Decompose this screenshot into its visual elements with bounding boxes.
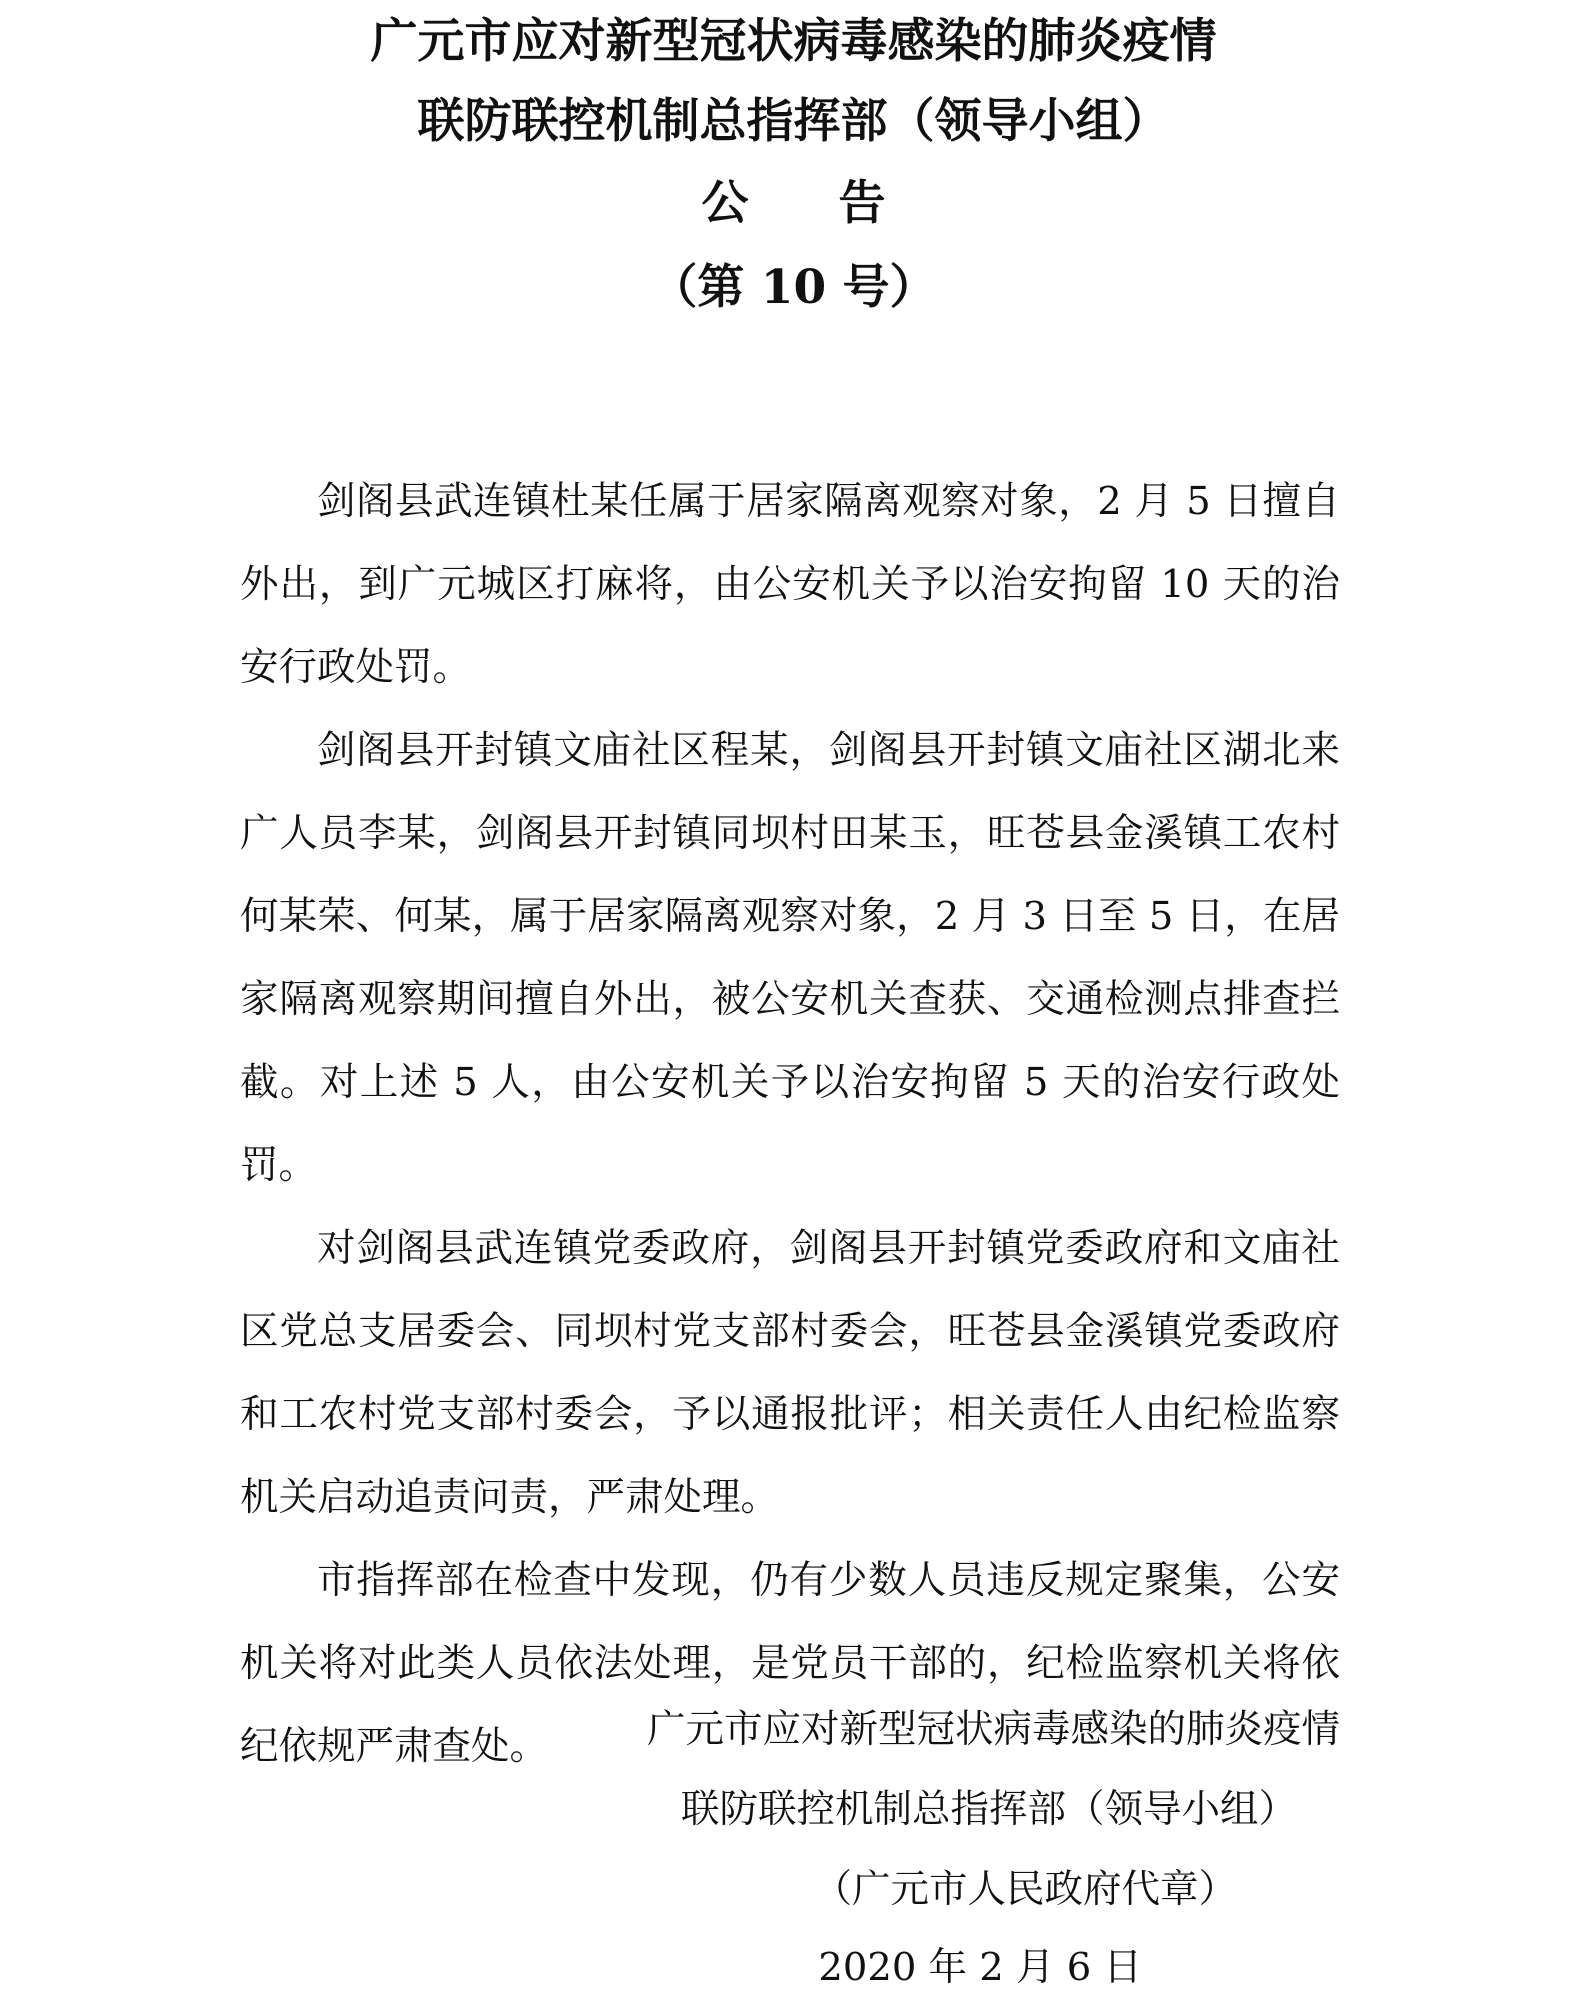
document-number: （第 10 号） [650, 260, 937, 315]
signature-line-1: 广元市应对新型冠状病毒感染的肺炎疫情 [646, 1707, 1340, 1752]
title-line-2: 联防联控机制总指挥部（领导小组） [417, 94, 1170, 149]
paragraph-1: 剑阁县武连镇杜某任属于居家隔离观察对象，2 月 5 日擅自外出，到广元城区打麻将，由公安机关予以治安拘留 10 天的治安行政处罚。 [240, 479, 1340, 690]
paragraph-2: 剑阁县开封镇文庙社区程某，剑阁县开封镇文庙社区湖北来广人员李某，剑阁县开封镇同坝村田某玉，旺苍县金溪镇工农村何某荣、何某，属于居家隔离观察对象，2 月 3 日至 5 日，在居家隔离观察期间擅自外出，被公安机关查获、交通检测点排查拦截。对上述 5 人，由公安机关予以治安拘留 5 天的治安行政处罚。 [240, 728, 1340, 1188]
title-line-1: 广元市应对新型冠状病毒感染的肺炎疫情 [370, 14, 1217, 69]
signature-date: 2020 年 2 月 6 日 [818, 1945, 1142, 1990]
paragraph-3: 对剑阁县武连镇党委政府，剑阁县开封镇党委政府和文庙社区党总支居委会、同坝村党支部村委会，旺苍县金溪镇党委政府和工农村党支部村委会，予以通报批评；相关责任人由纪检监察机关启动追责问责，严肃处理。 [240, 1226, 1340, 1520]
paragraph-4: 市指挥部在检查中发现，仍有少数人员违反规定聚集，公安机关将对此类人员依法处理，是党员干部的，纪检监察机关将依纪依规严肃查处。 [240, 1558, 1340, 1769]
signature-line-3: （广元市人民政府代章） [813, 1867, 1237, 1912]
document-body [240, 460, 1340, 1788]
signature-line-2: 联防联控机制总指挥部（领导小组） [680, 1787, 1297, 1832]
title-line-3: 公告 [701, 176, 976, 231]
